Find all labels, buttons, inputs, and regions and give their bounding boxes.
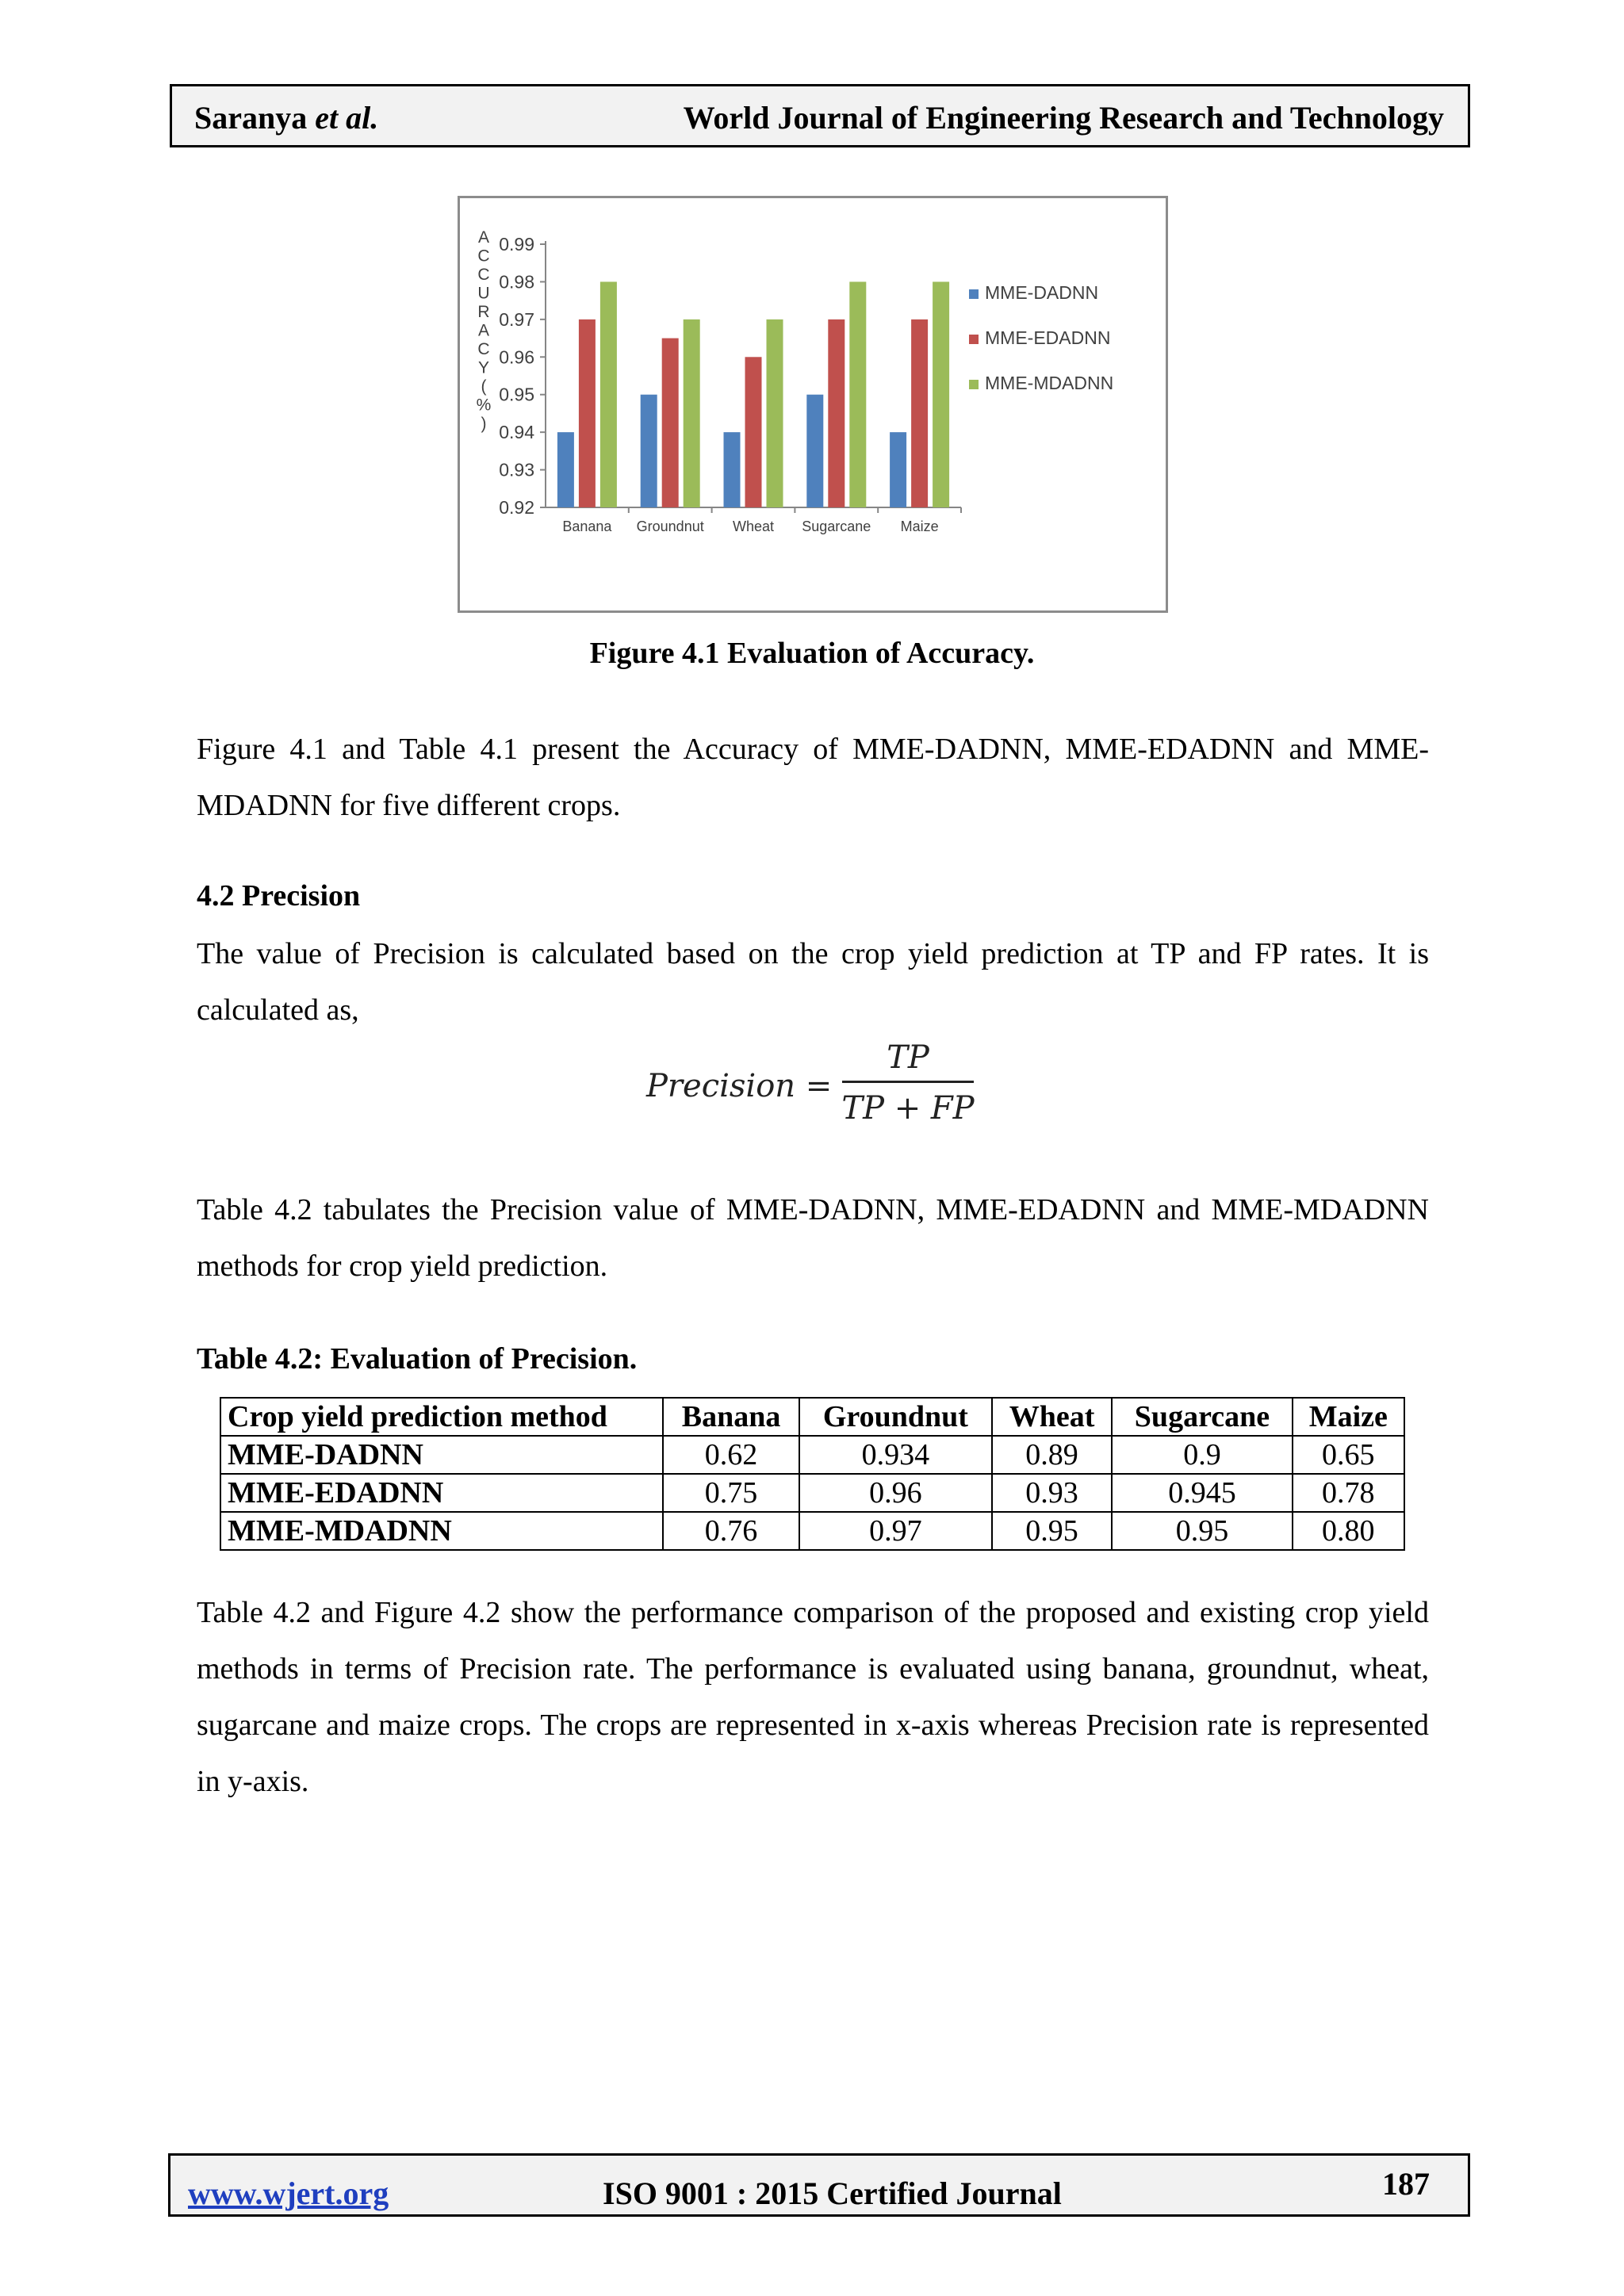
paragraph-table-intro: Table 4.2 tabulates the Precision value of MME-DADNN, MME-EDADNN and MME-MDADNN methods for crop yield prediction. (197, 1193, 1429, 1283)
bar-mme-edadnn-groundnut (662, 339, 679, 507)
x-tick-label: Sugarcane (802, 519, 871, 534)
formula-numerator: TP (887, 1039, 929, 1076)
y-axis-label-char: ) (481, 415, 487, 433)
y-axis-label-char: ( (481, 377, 487, 396)
table-row (220, 1512, 1404, 1550)
table-cell: 0.76 (663, 1512, 799, 1550)
formula-denominator: TP + FP (841, 1090, 975, 1127)
bar-mme-dadnn-groundnut (641, 395, 657, 507)
table-caption: Table 4.2: Evaluation of Precision. (197, 1342, 638, 1376)
table-cell: 0.945 (1112, 1474, 1292, 1512)
y-axis-label-char: A (477, 321, 490, 340)
page-number: 187 (1382, 2166, 1430, 2202)
y-axis-label-char: Y (477, 358, 490, 377)
precision-table (220, 1397, 1405, 1551)
table-header-cell: Groundnut (799, 1398, 992, 1436)
table-row (220, 1436, 1404, 1474)
bar-mme-dadnn-wheat (724, 432, 741, 507)
legend-label: MME-DADNN (985, 282, 1099, 303)
y-tick-label: 0.97 (499, 308, 534, 330)
bar-mme-edadnn-wheat (745, 357, 762, 507)
table-row (220, 1474, 1404, 1512)
table-header-cell: Wheat (992, 1398, 1113, 1436)
bar-mme-mdadnn-sugarcane (849, 281, 866, 507)
y-tick-label: 0.94 (499, 422, 534, 443)
bar-mme-mdadnn-wheat (767, 320, 783, 507)
bar-mme-dadnn-banana (557, 432, 574, 507)
table-header-cell: Banana (663, 1398, 799, 1436)
y-tick-label: 0.92 (499, 497, 534, 518)
footer-iso-text: ISO 9001 : 2015 Certified Journal (603, 2175, 1062, 2211)
table-cell: 0.95 (1112, 1512, 1292, 1550)
legend-label: MME-EDADNN (985, 327, 1111, 348)
table-cell: 0.75 (663, 1474, 799, 1512)
y-axis-label-char: C (477, 247, 490, 266)
table-cell: 0.934 (799, 1436, 992, 1474)
section-heading: 4.2 Precision (197, 879, 361, 913)
bar-mme-dadnn-maize (890, 432, 906, 507)
x-tick-label: Banana (562, 519, 612, 534)
y-axis-label-char: A (477, 228, 490, 247)
legend-swatch (969, 289, 979, 299)
y-axis-label-char: U (477, 284, 490, 303)
table-cell: 0.65 (1293, 1436, 1404, 1474)
table-cell: 0.95 (992, 1512, 1113, 1550)
table-header-cell: Crop yield prediction method (220, 1398, 663, 1436)
table-cell: 0.89 (992, 1436, 1113, 1474)
table-cell: 0.9 (1112, 1436, 1292, 1474)
table-cell: 0.97 (799, 1512, 992, 1550)
y-tick-label: 0.96 (499, 346, 534, 368)
formula-fraction (841, 1035, 975, 1131)
y-axis-label-char: C (477, 266, 490, 284)
legend-swatch (969, 335, 979, 344)
paragraph-performance: Table 4.2 and Figure 4.2 show the performance comparison of the proposed and existing crop yield methods in terms of Precision rate. The performance is evaluated using banana, groundnut, wheat, sugarcane and maize crops. The crops are represented in x-axis whereas Precision rate is represented in y-axis. (197, 1596, 1429, 1798)
bar-mme-edadnn-maize (911, 320, 928, 507)
table-header-cell: Maize (1293, 1398, 1404, 1436)
page-footer (168, 2153, 1470, 2217)
y-tick-label: 0.98 (499, 271, 534, 293)
header-author: Saranya et al. (194, 100, 379, 136)
table-header-cell: Sugarcane (1112, 1398, 1292, 1436)
table-header-row (220, 1398, 1404, 1436)
accuracy-bar-chart (460, 198, 1166, 610)
paragraph-accuracy: Figure 4.1 and Table 4.1 present the Accuracy of MME-DADNN, MME-EDADNN and MME-MDADNN for five different crops. (197, 733, 1429, 822)
table-cell: 0.93 (992, 1474, 1113, 1512)
table-cell-method: MME-MDADNN (220, 1512, 663, 1550)
legend-label: MME-MDADNN (985, 373, 1114, 393)
bar-mme-mdadnn-banana (600, 281, 617, 507)
bar-mme-dadnn-sugarcane (806, 395, 823, 507)
figure-caption: Figure 4.1 Evaluation of Accuracy. (589, 637, 1035, 670)
y-tick-label: 0.99 (499, 234, 534, 254)
bar-mme-edadnn-sugarcane (828, 320, 845, 507)
paragraph-precision-intro: The value of Precision is calculated based on the crop yield prediction at TP and FP rates. It is calculated as, (197, 937, 1429, 1027)
bar-mme-edadnn-banana (579, 320, 596, 507)
y-axis-label-char: C (477, 340, 490, 358)
x-tick-label: Wheat (732, 519, 775, 534)
table-cell: 0.96 (799, 1474, 992, 1512)
footer-website-link[interactable]: www.wjert.org (188, 2175, 389, 2211)
page-header (170, 84, 1470, 147)
table-cell-method: MME-EDADNN (220, 1474, 663, 1512)
bar-mme-mdadnn-maize (933, 281, 949, 507)
legend-swatch (969, 380, 979, 389)
y-axis-label-char: R (477, 303, 490, 321)
y-axis-label-char: % (476, 396, 492, 415)
header-journal-title: World Journal of Engineering Research and Technology (683, 100, 1444, 136)
accuracy-figure (458, 196, 1168, 613)
table-cell: 0.78 (1293, 1474, 1404, 1512)
bar-mme-mdadnn-groundnut (684, 320, 700, 507)
y-tick-label: 0.93 (499, 459, 534, 480)
y-tick-label: 0.95 (499, 384, 534, 405)
x-tick-label: Maize (900, 519, 939, 534)
formula-lhs: Precision = (646, 1068, 833, 1104)
precision-formula (646, 1035, 979, 1138)
table-cell-method: MME-DADNN (220, 1436, 663, 1474)
x-tick-label: Groundnut (636, 519, 704, 534)
table-cell: 0.80 (1293, 1512, 1404, 1550)
table-cell: 0.62 (663, 1436, 799, 1474)
